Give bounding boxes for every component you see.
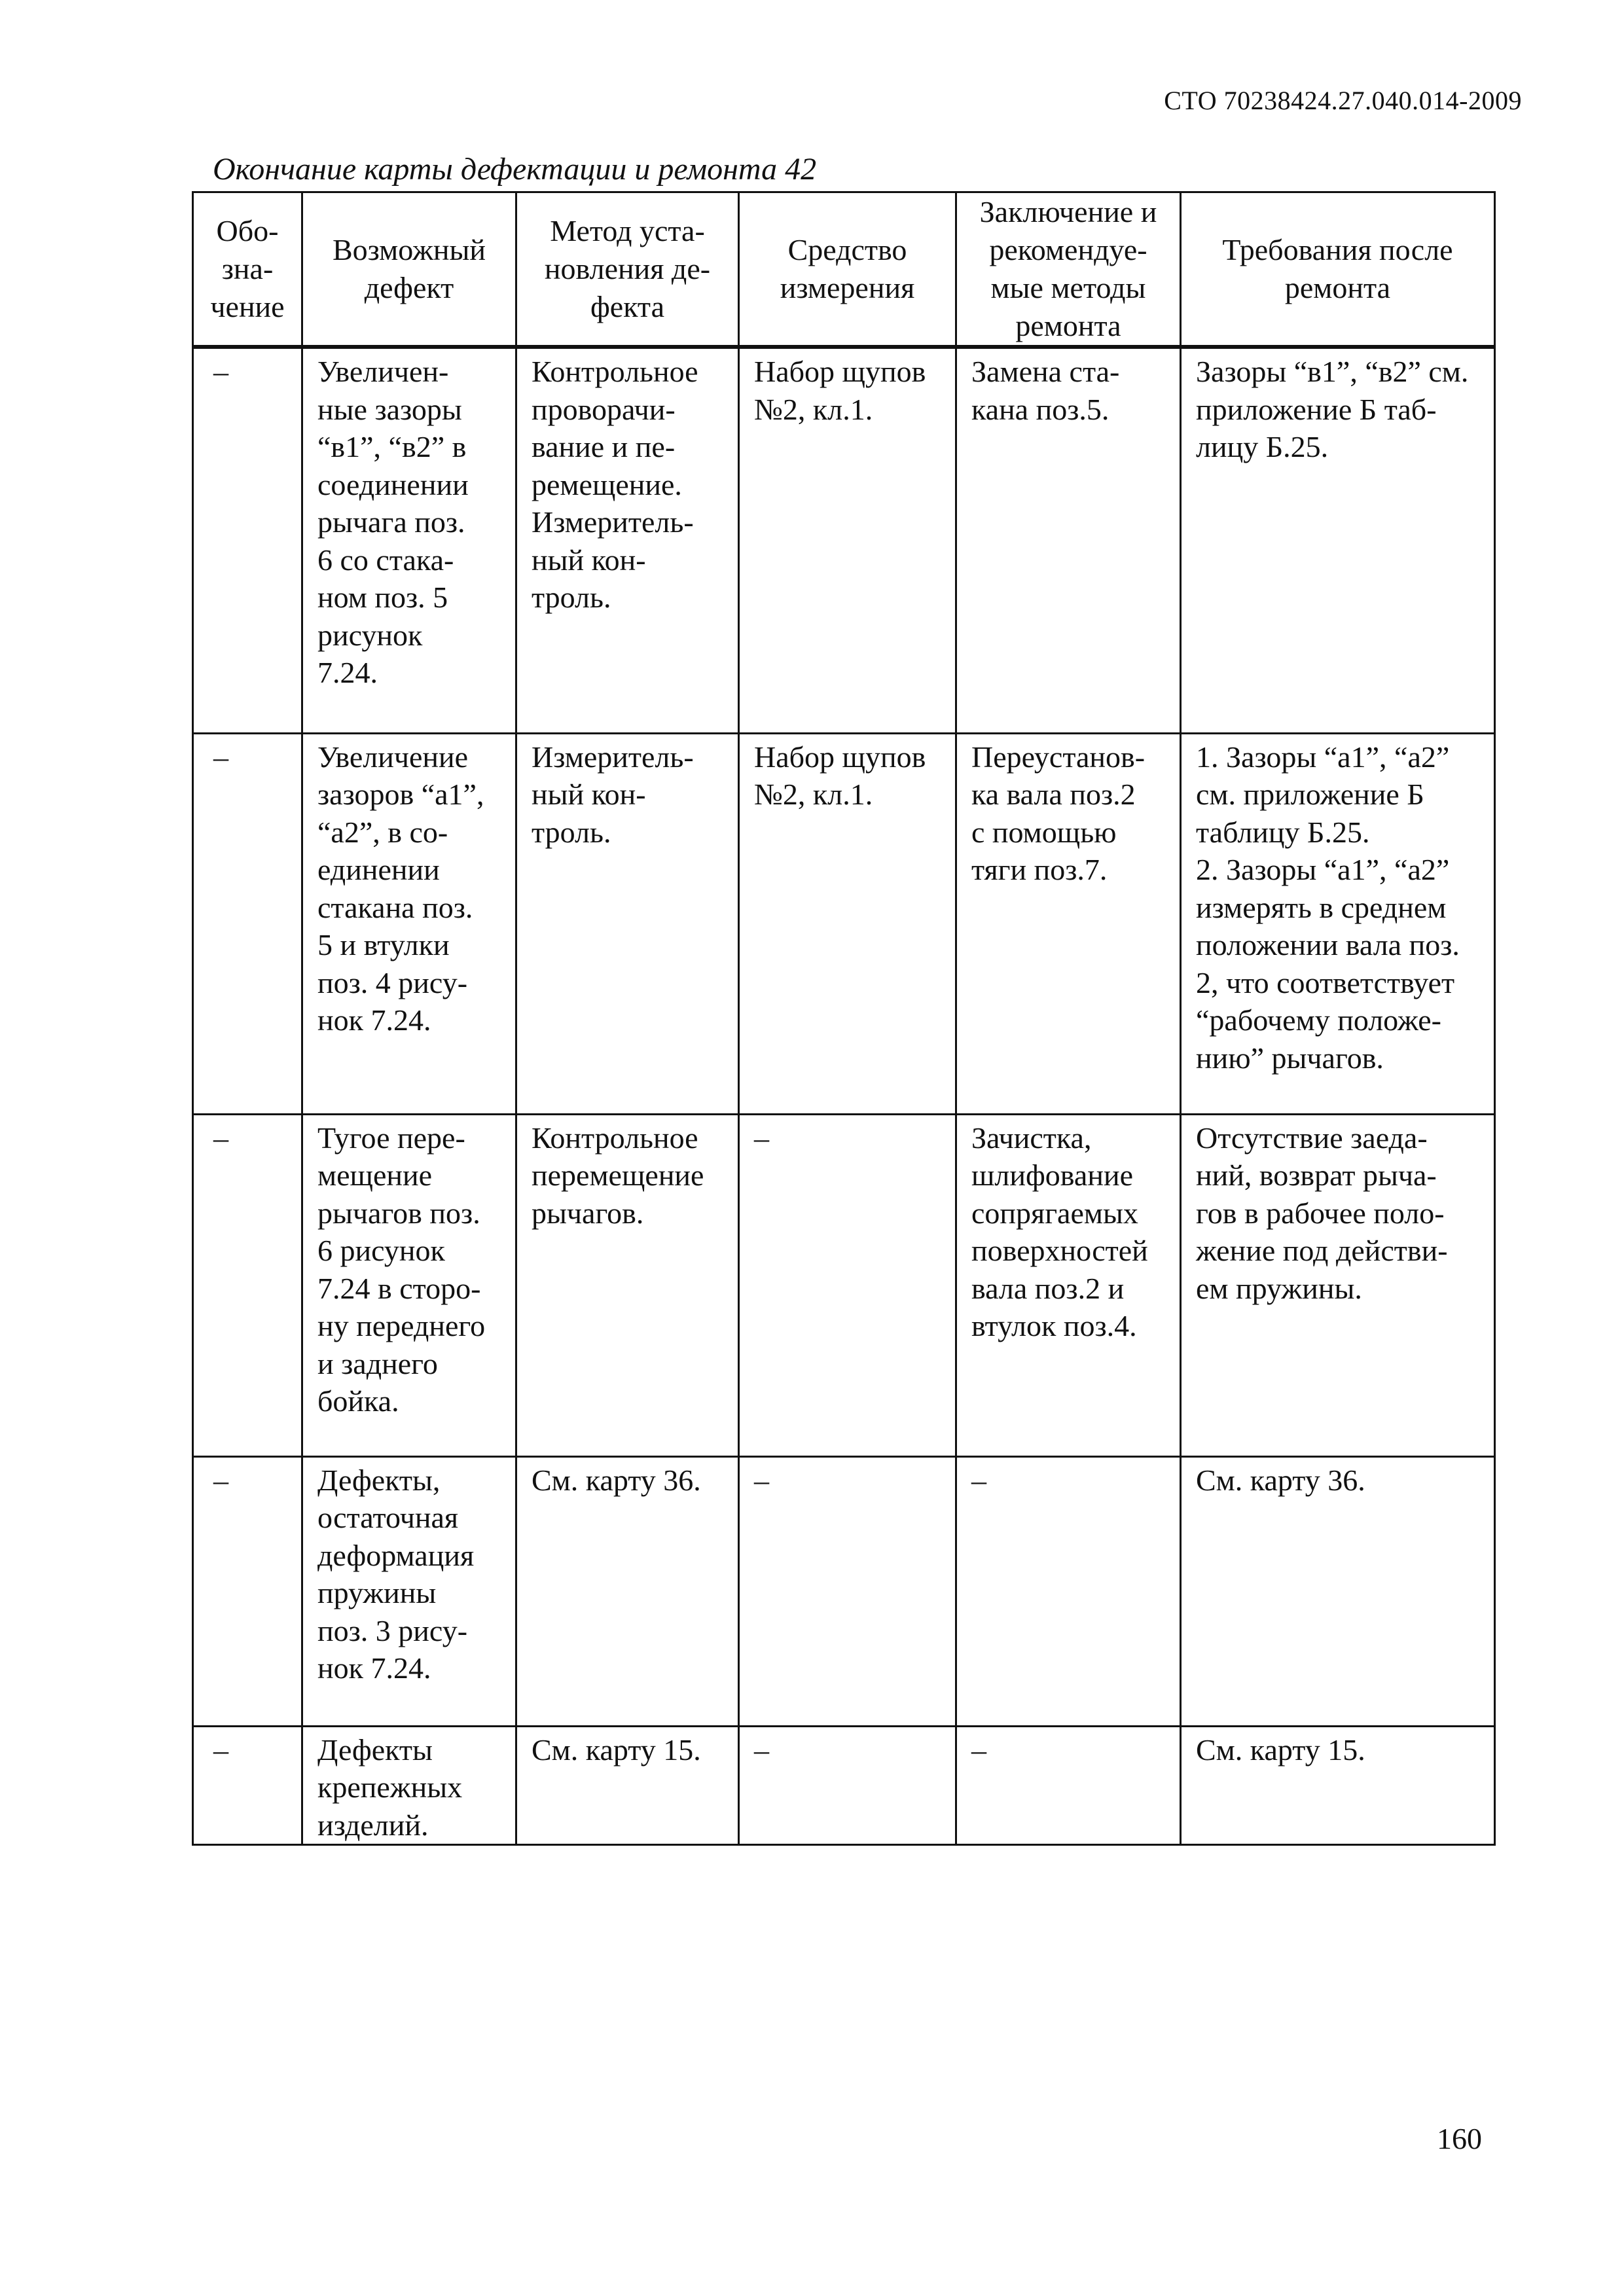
cell-line: Тугое пере- — [317, 1121, 465, 1155]
cell-line: Дефекты, — [317, 1463, 441, 1497]
cell-line: – — [754, 1463, 769, 1497]
cell-line: рычага поз. — [317, 505, 465, 539]
cell-method — [516, 1726, 739, 1845]
cell-line: вание и пе- — [532, 430, 676, 463]
cell-line: поверхностей — [971, 1234, 1148, 1267]
cell-line: Увеличение — [317, 740, 469, 774]
header-line: Возможный — [332, 233, 486, 266]
cell-requirements — [1181, 1726, 1495, 1845]
cell-line: кана поз.5. — [971, 392, 1110, 426]
cell-line: лицу Б.25. — [1196, 430, 1329, 463]
cell-line: и заднего — [317, 1346, 438, 1380]
defect-table — [192, 191, 1496, 1846]
cell-line: ем пружины. — [1196, 1271, 1362, 1305]
header-line: фекта — [590, 290, 665, 323]
cell-line: рычагов поз. — [317, 1196, 480, 1230]
cell-tool — [739, 1726, 956, 1845]
cell-line: 2. Зазоры “а1”, “а2” — [1196, 853, 1450, 886]
cell-line: тяги поз.7. — [971, 853, 1108, 886]
header-defect — [302, 192, 516, 348]
cell-requirements — [1181, 1114, 1495, 1456]
cell-repair — [956, 1726, 1181, 1845]
cell-line: Контрольное — [532, 355, 698, 388]
cell-method — [516, 347, 739, 733]
cell-line: – — [971, 1732, 986, 1767]
cell-tool — [739, 1456, 956, 1726]
cell-line: Замена ста- — [971, 355, 1120, 388]
cell-line: нию” рычагов. — [1196, 1041, 1384, 1075]
cell-line: поз. 4 рису- — [317, 965, 468, 999]
cell-requirements — [1181, 347, 1495, 733]
cell-symbol: – — [193, 347, 302, 733]
cell-line: троль. — [532, 815, 611, 849]
document-code: СТО 70238424.27.040.014-2009 — [1164, 86, 1522, 115]
cell-line: “рабочему положе- — [1196, 1003, 1441, 1037]
cell-line: см. приложение Б — [1196, 778, 1424, 811]
header-symbol — [193, 192, 302, 348]
cell-method — [516, 1114, 739, 1456]
cell-line: гов в рабочее поло- — [1196, 1196, 1445, 1230]
table-row — [193, 1114, 1495, 1456]
cell-line: троль. — [532, 581, 611, 614]
cell-line: положении вала поз. — [1196, 928, 1460, 961]
cell-line: 5 и втулки — [317, 928, 450, 961]
header-line: дефект — [364, 271, 454, 304]
cell-line: Увеличен- — [317, 355, 449, 388]
cell-defect — [302, 1114, 516, 1456]
cell-line: См. карту 15. — [532, 1732, 701, 1767]
cell-repair — [956, 1114, 1181, 1456]
cell-line: единении — [317, 853, 440, 886]
header-line: Заключение и — [979, 195, 1157, 228]
cell-line: 7.24. — [317, 656, 378, 689]
cell-line: нок 7.24. — [317, 1003, 431, 1037]
cell-line: ном поз. 5 — [317, 581, 448, 614]
header-line: новления де- — [544, 252, 711, 285]
header-line: Обо- — [216, 214, 279, 247]
cell-defect — [302, 1726, 516, 1845]
header-requirements — [1181, 192, 1495, 348]
cell-line: зазоров “а1”, — [317, 778, 484, 811]
header-tool — [739, 192, 956, 348]
cell-line: сопрягаемых — [971, 1196, 1138, 1230]
cell-line: ка вала поз.2 — [971, 778, 1136, 811]
cell-line: рисунок — [317, 618, 423, 652]
cell-line: Набор щупов — [754, 355, 926, 388]
cell-defect — [302, 347, 516, 733]
cell-line: ний, возврат рыча- — [1196, 1158, 1437, 1192]
cell-line: таблицу Б.25. — [1196, 815, 1370, 849]
header-line: Средство — [787, 233, 907, 266]
header-line: ремонта — [1015, 309, 1121, 342]
header-repair — [956, 192, 1181, 348]
cell-line: 1. Зазоры “а1”, “а2” — [1196, 740, 1450, 774]
cell-line: Отсутствие заеда- — [1196, 1121, 1428, 1155]
cell-line: соединении — [317, 467, 469, 501]
cell-defect — [302, 733, 516, 1114]
cell-line: Измеритель- — [532, 505, 694, 539]
cell-tool — [739, 1114, 956, 1456]
cell-symbol: – — [193, 1726, 302, 1845]
cell-method — [516, 1456, 739, 1726]
cell-line: проворачи- — [532, 392, 676, 426]
cell-line: – — [754, 1121, 769, 1155]
table-body — [193, 347, 1495, 1845]
cell-line: 6 рисунок — [317, 1234, 445, 1267]
cell-line: 7.24 в сторо- — [317, 1271, 481, 1305]
cell-line: крепежных — [317, 1770, 463, 1804]
cell-line: – — [971, 1463, 986, 1497]
header-line: мые методы — [990, 271, 1146, 304]
cell-line: Дефекты — [317, 1732, 433, 1767]
cell-line: вала поз.2 и — [971, 1271, 1125, 1305]
cell-line: Набор щупов — [754, 740, 926, 774]
cell-line: перемещение — [532, 1158, 704, 1192]
cell-line: См. карту 36. — [1196, 1463, 1365, 1497]
cell-line: измерять в среднем — [1196, 890, 1447, 924]
cell-line: Контрольное — [532, 1121, 698, 1155]
cell-requirements — [1181, 1456, 1495, 1726]
cell-symbol: – — [193, 733, 302, 1114]
cell-line: “а2”, в со- — [317, 815, 448, 849]
cell-line: ные зазоры — [317, 392, 462, 426]
cell-line: – — [754, 1732, 769, 1767]
cell-line: Зазоры “в1”, “в2” см. — [1196, 355, 1469, 388]
cell-method — [516, 733, 739, 1114]
header-line: ремонта — [1284, 271, 1391, 304]
cell-line: ный кон- — [532, 778, 646, 811]
cell-symbol: – — [193, 1114, 302, 1456]
cell-line: шлифование — [971, 1158, 1133, 1192]
header-row — [193, 192, 1495, 348]
cell-line: 2, что соответствует — [1196, 965, 1455, 999]
cell-line: 6 со стака- — [317, 543, 454, 577]
cell-line: №2, кл.1. — [754, 778, 873, 811]
cell-line: Переустанов- — [971, 740, 1146, 774]
cell-line: №2, кл.1. — [754, 392, 873, 426]
cell-line: изделий. — [317, 1808, 429, 1842]
cell-line: Зачистка, — [971, 1121, 1092, 1155]
cell-line: См. карту 36. — [532, 1463, 701, 1497]
table-row — [193, 1726, 1495, 1845]
cell-tool — [739, 347, 956, 733]
table-caption: Окончание карты дефектации и ремонта 42 — [213, 152, 817, 187]
cell-line: приложение Б таб- — [1196, 392, 1437, 426]
cell-line: поз. 3 рису- — [317, 1613, 468, 1647]
header-line: Требования после — [1222, 233, 1453, 266]
cell-line: ный кон- — [532, 543, 646, 577]
header-method — [516, 192, 739, 348]
table-row — [193, 1456, 1495, 1726]
page-number: 160 — [1437, 2122, 1482, 2155]
cell-line: ну переднего — [317, 1309, 486, 1342]
cell-repair — [956, 733, 1181, 1114]
cell-repair — [956, 1456, 1181, 1726]
cell-requirements — [1181, 733, 1495, 1114]
cell-line: с помощью — [971, 815, 1117, 849]
cell-symbol: – — [193, 1456, 302, 1726]
cell-line: рычагов. — [532, 1196, 644, 1230]
cell-line: нок 7.24. — [317, 1651, 431, 1685]
table-row — [193, 347, 1495, 733]
cell-line: Измеритель- — [532, 740, 694, 774]
cell-line: втулок поз.4. — [971, 1309, 1137, 1342]
cell-repair — [956, 347, 1181, 733]
cell-defect — [302, 1456, 516, 1726]
cell-line: остаточная — [317, 1501, 459, 1534]
cell-line: бойка. — [317, 1384, 399, 1418]
cell-line: жение под действи- — [1196, 1234, 1448, 1267]
header-line: зна- — [221, 252, 274, 285]
header-line: Метод уста- — [550, 214, 705, 247]
cell-tool — [739, 733, 956, 1114]
cell-line: ремещение. — [532, 467, 682, 501]
cell-line: пружины — [317, 1576, 437, 1609]
header-line: рекомендуе- — [989, 233, 1147, 266]
cell-line: деформация — [317, 1538, 475, 1572]
header-line: чение — [210, 290, 285, 323]
header-line: измерения — [780, 271, 915, 304]
cell-line: См. карту 15. — [1196, 1732, 1365, 1767]
cell-line: стакана поз. — [317, 890, 473, 924]
cell-line: “в1”, “в2” в — [317, 430, 467, 463]
cell-line: мещение — [317, 1158, 433, 1192]
table-header — [193, 192, 1495, 348]
table-row — [193, 733, 1495, 1114]
